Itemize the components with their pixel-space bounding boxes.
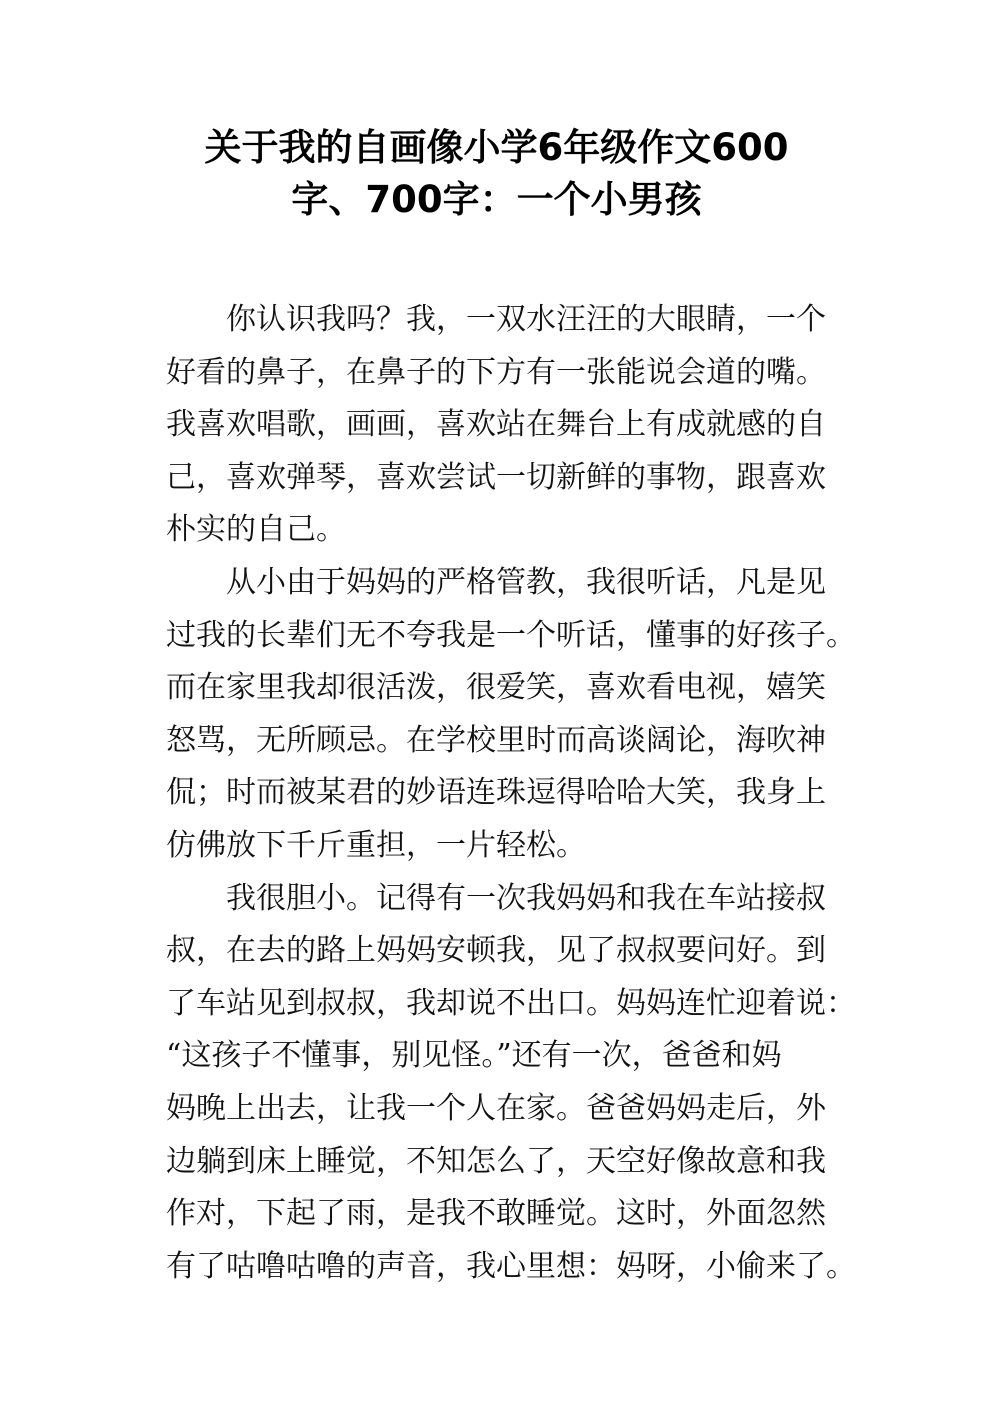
paragraph-line: 好看的鼻子，在鼻子的下方有一张能说会道的嘴。 (166, 354, 826, 390)
document-body (166, 294, 856, 1293)
paragraph-line: 怒骂，无所顾忌。在学校里时而高谈阔论，海吹神 (166, 722, 826, 758)
paragraph-line: 己，喜欢弹琴，喜欢尝试一切新鲜的事物，跟喜欢 (166, 459, 826, 495)
paragraph-line: 你认识我吗？我，一双水汪汪的大眼睛，一个 (226, 302, 826, 337)
paragraph-line: 从小由于妈妈的严格管教，我很听话，凡是见 (226, 564, 826, 600)
paragraph-line: 作对，下起了雨，是我不敢睡觉。这时，外面忽然 (166, 1196, 826, 1232)
paragraph-line: 朴实的自己。 (166, 512, 346, 548)
paragraph-line: 我喜欢唱歌，画画，喜欢站在舞台上有成就感的自 (166, 407, 826, 443)
document-title (120, 122, 873, 226)
paragraph-line: 过我的长辈们无不夸我是一个听话，懂事的好孩子。 (166, 617, 856, 653)
paragraph-line: 而在家里我却很活泼，很爱笑，喜欢看电视，嬉笑 (166, 670, 826, 706)
paragraph-line: 妈晚上出去，让我一个人在家。爸爸妈妈走后，外 (166, 1090, 826, 1126)
paragraph-line: 了车站见到叔叔，我却说不出口。妈妈连忙迎着说： (166, 985, 856, 1021)
paragraph-line: 有了咕噜咕噜的声音，我心里想：妈呀，小偷来了。 (166, 1248, 856, 1284)
paragraph-line: “这孩子不懂事，别见怪。”还有一次，爸爸和妈 (166, 1038, 782, 1074)
title-line: 关于我的自画像小学6年级作文600 (204, 126, 789, 169)
paragraph-line: 边躺到床上睡觉，不知怎么了，天空好像故意和我 (166, 1143, 826, 1179)
paragraph-line: 侃；时而被某君的妙语连珠逗得哈哈大笑，我身上 (166, 775, 826, 811)
paragraph-line: 我很胆小。记得有一次我妈妈和我在车站接叔 (226, 880, 826, 916)
title-line: 字、700字：一个小男孩 (291, 178, 702, 221)
paragraph-line: 仿佛放下千斤重担，一片轻松。 (166, 827, 586, 863)
paragraph-line: 叔，在去的路上妈妈安顿我，见了叔叔要问好。到 (166, 933, 826, 969)
